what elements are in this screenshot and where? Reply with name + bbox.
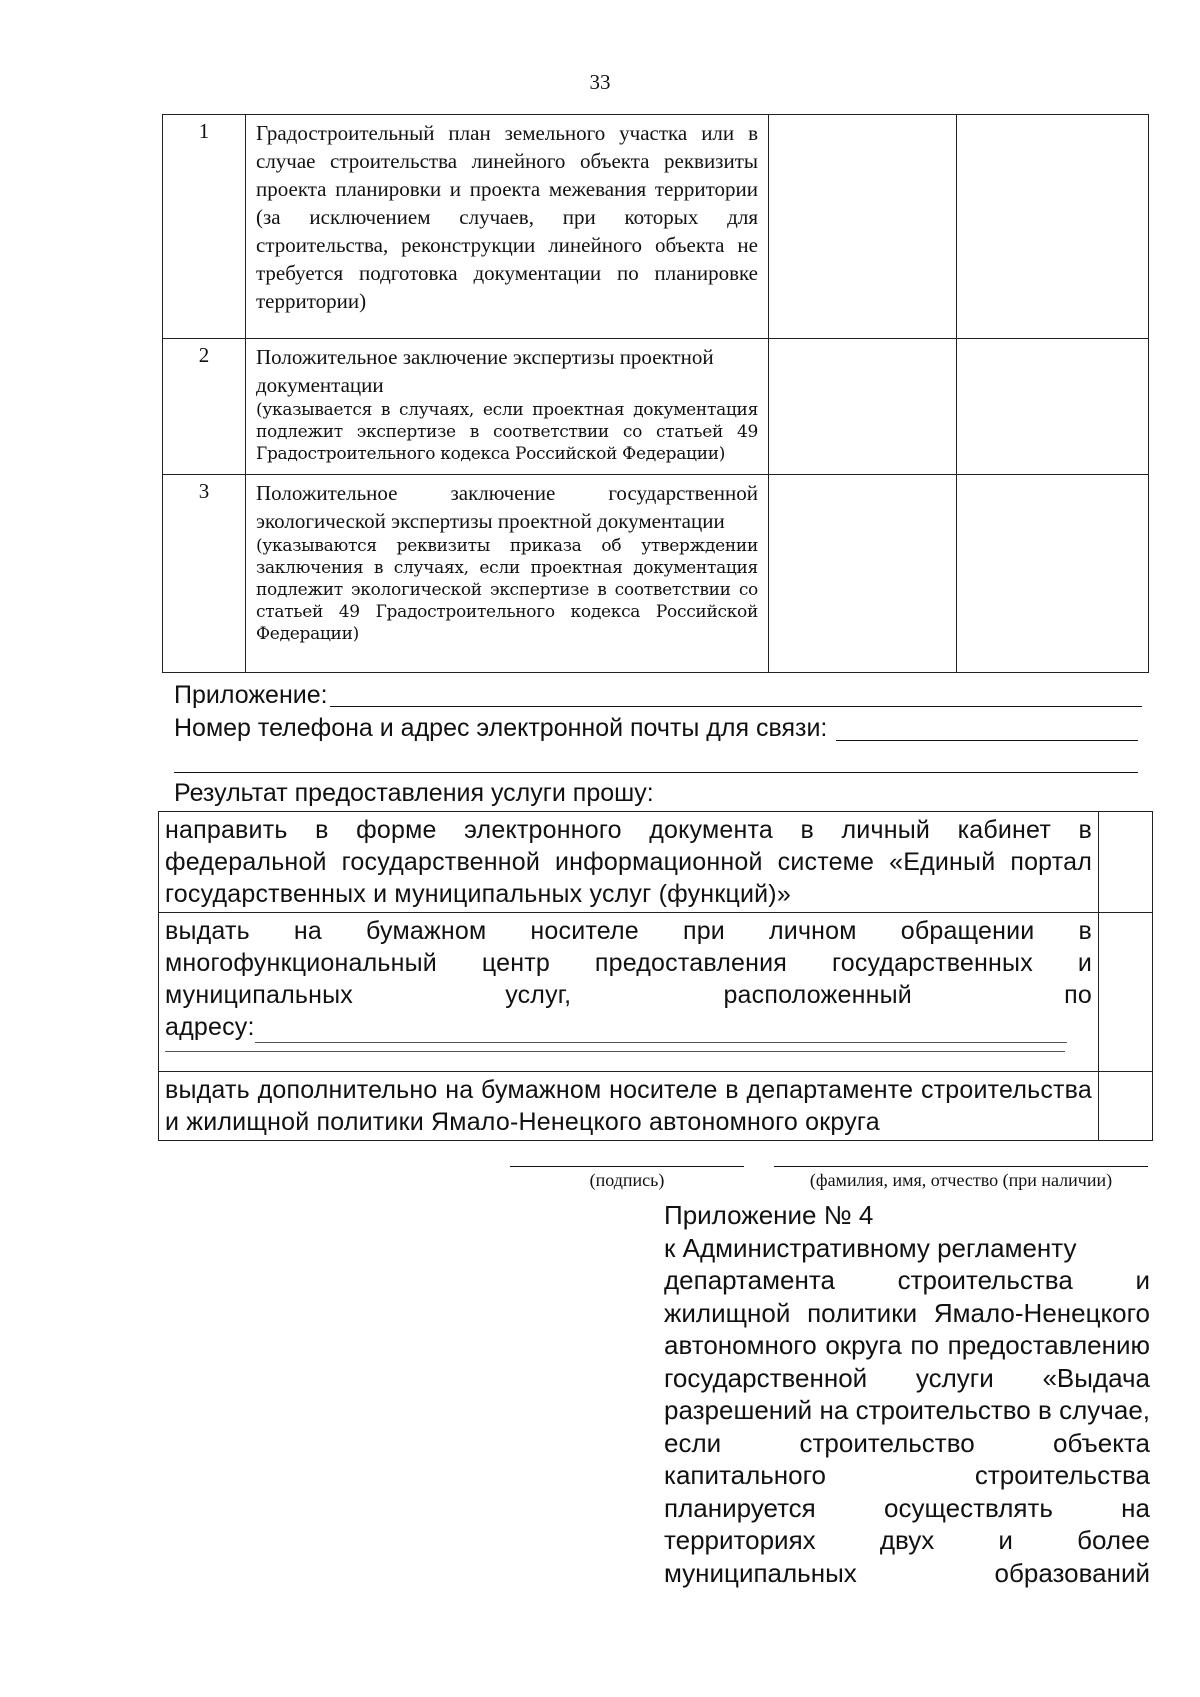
details-cell[interactable] [769,339,957,475]
contact-field-continued[interactable] [174,772,1138,773]
result-option-checkbox[interactable] [1099,1072,1153,1141]
appendix-header [664,1199,1150,1589]
appendix-title: Приложение № 4 [664,1200,874,1230]
date-cell[interactable] [957,115,1149,339]
document-name: Положительное заключение государственной экологической экспертизы проектной документации [256,481,758,533]
attachment-field[interactable] [330,706,1142,707]
appendix-body: департамента строительства и жилищной политики Ямало-Ненецкого автономного округа по предоставлению государственной услуги «Выдача разрешений на строительство в случае, если строительство объекта капитального строительства планируется осуществлять на территориях двух и более муниципальных образований [664,1265,1150,1588]
address-field[interactable] [255,1016,1067,1043]
document-name: Положительное заключение экспертизы проектной документации [256,345,714,397]
document-note: (указывается в случаях, если проектная документация подлежит экспертизе в соответствии со статьей 49 Градостроительного кодекса Российской Федерации) [256,400,758,464]
address-field-continued[interactable] [165,1051,1065,1052]
result-options-table [158,811,1153,1141]
document-name-cell [246,475,769,673]
result-option-text-cell [159,1072,1099,1141]
date-cell[interactable] [957,339,1149,475]
result-option-text-cell [159,913,1099,1072]
contact-field[interactable] [836,740,1138,741]
document-name-cell [246,339,769,475]
result-option-text: выдать на бумажном носителе при личном обращении в многофункциональный центр предоставления государственных и муниципальных услуг, расположенный по [165,917,1092,1009]
contact-label: Номер телефона и адрес электронной почты для связи: [174,714,828,742]
address-label: адресу: [165,1013,255,1041]
table-row [163,475,1149,673]
result-option-text: выдать дополнительно на бумажном носителе в департаменте строительства и жилищной политики Ямало-Ненецкого автономного округа [165,1076,1092,1136]
result-option-checkbox[interactable] [1099,812,1153,913]
result-option [159,812,1153,913]
document-name-cell [246,115,769,339]
appendix-subtitle: к Административному регламенту [664,1232,1077,1263]
row-number: 1 [163,115,246,339]
details-cell[interactable] [769,115,957,339]
document-note: (указываются реквизиты приказа об утверждении заключения в случаях, если проектная документация подлежит экологической экспертизе в соответствии со статьей 49 Градостроительного кодекса Российской Федерации) [256,536,758,644]
document-name: Градостроительный план земельного участка или в случае строительства линейного объекта реквизиты проекта планировки и проекта межевания территории (за исключением случаев, при которых для строительства, реконструкции линейного объекта не требуется подготовка документации по планировке территории) [256,121,758,313]
name-caption: (фамилия, имя, отчество (при наличии) [809,1170,1113,1190]
documents-table [162,114,1149,673]
date-cell[interactable] [957,475,1149,673]
result-option [159,913,1153,1072]
result-option [159,1072,1153,1141]
attachment-label: Приложение: [174,681,328,709]
table-row [163,339,1149,475]
row-number: 3 [163,475,246,673]
page-number: 33 [589,70,611,94]
result-option-text: направить в форме электронного документа в личный кабинет в федеральной государственной информационной системе «Единый портал государственных и муниципальных услуг (функций)» [165,816,1092,908]
signature-caption: (подпись) [589,1170,665,1190]
table-row [163,115,1149,339]
name-line[interactable] [774,1166,1148,1167]
signature-line[interactable] [510,1166,744,1167]
result-option-checkbox[interactable] [1099,913,1153,1072]
row-number: 2 [163,339,246,475]
result-label: Результат предоставления услуги прошу: [174,779,654,807]
details-cell[interactable] [769,475,957,673]
result-option-text-cell [159,812,1099,913]
